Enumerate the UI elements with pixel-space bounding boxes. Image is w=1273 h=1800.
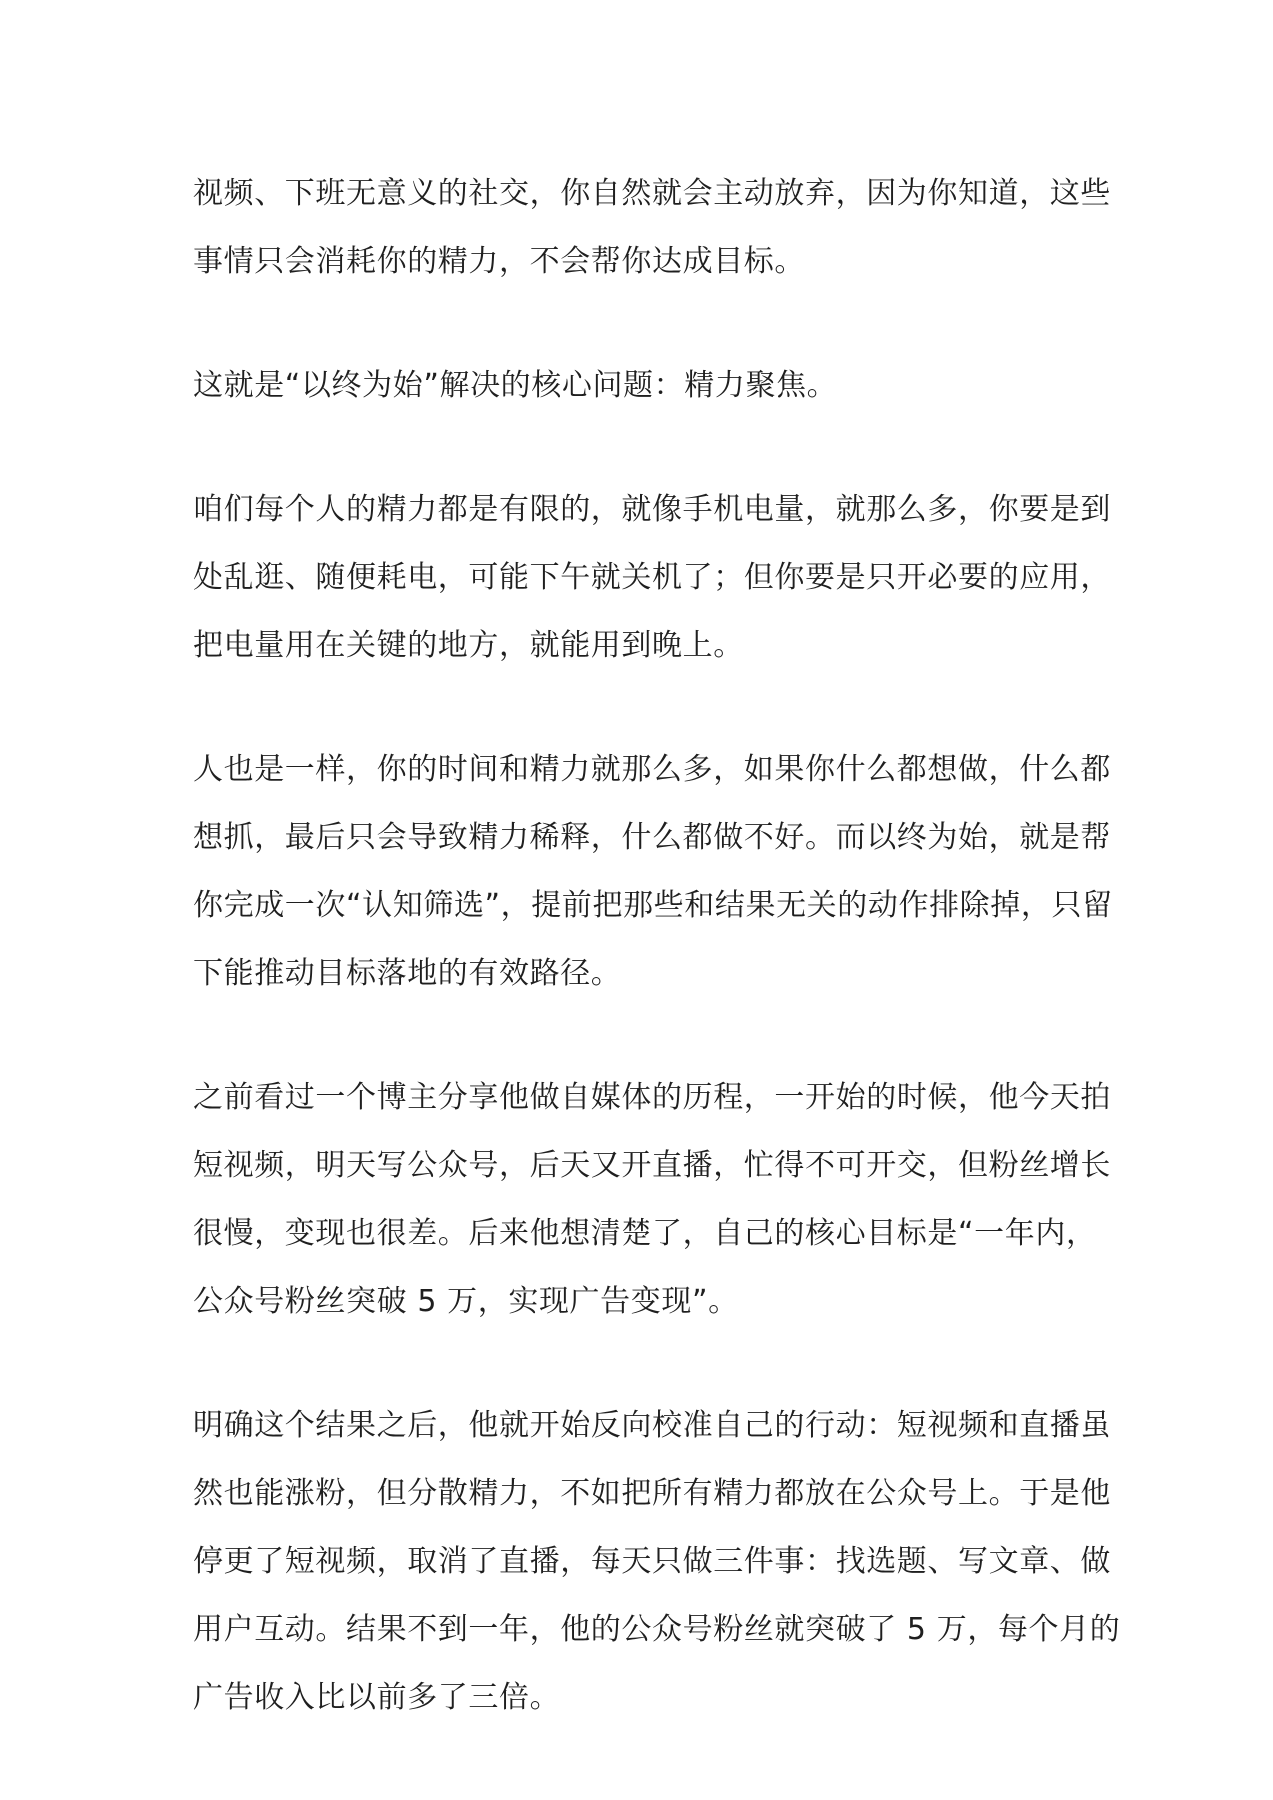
text-line: 把电量用在关键的地方，就能用到晚上。 <box>193 628 744 663</box>
text-line: 公众号粉丝突破 5 万，实现广告变现”。 <box>193 1284 739 1319</box>
text-line: 明确这个结果之后，他就开始反向校准自己的行动：短视频和直播虽 <box>193 1408 1111 1443</box>
text-line: 下能推动目标落地的有效路径。 <box>193 956 622 991</box>
paragraph-2 <box>193 352 1091 420</box>
paragraph-1 <box>193 160 1111 296</box>
text-line: 事情只会消耗你的精力，不会帮你达成目标。 <box>193 244 805 279</box>
paragraph-6 <box>193 1392 1121 1732</box>
text-line: 这就是“以终为始”解决的核心问题：精力聚焦。 <box>193 368 838 403</box>
text-line: 咱们每个人的精力都是有限的，就像手机电量，就那么多，你要是到 <box>193 492 1111 527</box>
document-body <box>193 160 1121 1788</box>
text-line: 视频、下班无意义的社交，你自然就会主动放弃，因为你知道，这些 <box>193 176 1111 211</box>
text-line: 用户互动。结果不到一年，他的公众号粉丝就突破了 5 万，每个月的 <box>193 1612 1121 1647</box>
text-line: 处乱逛、随便耗电，可能下午就关机了；但你要是只开必要的应用， <box>193 560 1111 595</box>
paragraph-3 <box>193 476 1111 680</box>
text-line: 之前看过一个博主分享他做自媒体的历程，一开始的时候，他今天拍 <box>193 1080 1111 1115</box>
text-line: 停更了短视频，取消了直播，每天只做三件事：找选题、写文章、做 <box>193 1544 1111 1579</box>
text-line: 很慢，变现也很差。后来他想清楚了，自己的核心目标是“一年内， <box>193 1216 1097 1251</box>
text-line: 然也能涨粉，但分散精力，不如把所有精力都放在公众号上。于是他 <box>193 1476 1111 1511</box>
text-line: 短视频，明天写公众号，后天又开直播，忙得不可开交，但粉丝增长 <box>193 1148 1111 1183</box>
paragraph-5 <box>193 1064 1111 1336</box>
paragraph-4 <box>193 736 1113 1008</box>
text-line: 你完成一次“认知筛选”，提前把那些和结果无关的动作排除掉，只留 <box>193 888 1113 923</box>
text-line: 广告收入比以前多了三倍。 <box>193 1680 561 1715</box>
text-line: 想抓，最后只会导致精力稀释，什么都做不好。而以终为始，就是帮 <box>193 820 1111 855</box>
text-line: 人也是一样，你的时间和精力就那么多，如果你什么都想做，什么都 <box>193 752 1111 787</box>
